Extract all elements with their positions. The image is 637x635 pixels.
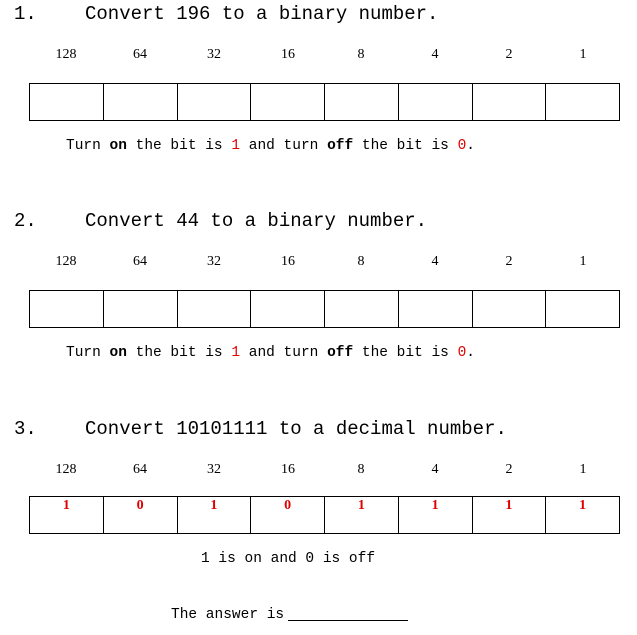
bit-cell[interactable]	[324, 291, 398, 327]
question-prompt: Convert 44 to a binary number.	[85, 210, 428, 232]
instruction-part: and turn	[240, 345, 328, 361]
place-value: 32	[207, 254, 221, 269]
place-value: 1	[579, 462, 587, 477]
bit-cell: 1	[472, 497, 546, 533]
instruction-part: the bit is	[126, 345, 232, 361]
bit-cell[interactable]	[103, 84, 177, 120]
place-value: 4	[431, 254, 439, 269]
place-value: 128	[55, 462, 77, 477]
place-value: 1	[579, 254, 587, 269]
place-value: 16	[281, 462, 295, 477]
instruction-zero: 0	[457, 138, 467, 154]
place-value: 2	[505, 47, 513, 62]
bit-cell[interactable]	[398, 291, 472, 327]
place-value: 128	[55, 254, 77, 269]
bit-cell[interactable]	[103, 291, 177, 327]
bit-cell[interactable]	[545, 84, 619, 120]
bit-cell[interactable]	[472, 84, 546, 120]
place-value: 64	[133, 254, 147, 269]
place-value: 4	[431, 47, 439, 62]
bit-cell: 1	[62, 498, 70, 513]
bit-boxes	[29, 496, 620, 534]
on-off-note: 1 is on and 0 is off	[201, 551, 376, 567]
bit-cell: 1	[177, 497, 251, 533]
instruction-on: on	[109, 345, 127, 361]
instruction-part: Turn	[66, 345, 110, 361]
place-value-row	[29, 47, 620, 65]
place-value: 64	[133, 47, 147, 62]
instruction-zero: 0	[457, 345, 467, 361]
place-value: 8	[357, 254, 365, 269]
bit-cell[interactable]	[324, 84, 398, 120]
place-value: 16	[281, 254, 295, 269]
question-number: 3.	[14, 418, 37, 440]
bit-cell: 0	[250, 497, 324, 533]
question-number: 1.	[14, 3, 37, 25]
place-value: 32	[207, 462, 221, 477]
bit-cell: 1	[398, 497, 472, 533]
question-title	[14, 210, 427, 232]
bit-cell: 1	[324, 497, 398, 533]
place-value: 8	[357, 47, 365, 62]
place-value: 1	[579, 47, 587, 62]
bit-cell[interactable]	[545, 291, 619, 327]
bit-cell[interactable]	[30, 84, 103, 120]
instruction-part: .	[466, 138, 475, 154]
instruction-on: on	[109, 138, 127, 154]
answer-blank[interactable]	[288, 606, 408, 621]
place-value: 128	[55, 47, 77, 62]
place-value: 64	[133, 462, 147, 477]
bit-boxes	[29, 83, 620, 121]
bit-cell[interactable]	[398, 84, 472, 120]
place-value-row	[29, 462, 620, 480]
bit-cell: 1	[545, 497, 619, 533]
place-value: 8	[357, 462, 365, 477]
question-number: 2.	[14, 210, 37, 232]
question-prompt: Convert 10101111 to a decimal number.	[85, 418, 507, 440]
instruction-text	[66, 345, 475, 361]
instruction-part: the bit is	[353, 138, 458, 154]
place-value: 32	[207, 47, 221, 62]
bit-cell[interactable]	[30, 291, 103, 327]
bit-cell[interactable]	[472, 291, 546, 327]
instruction-off: off	[327, 345, 354, 361]
question-title	[14, 3, 438, 25]
bit-cell[interactable]	[250, 84, 324, 120]
answer-label: The answer is	[171, 607, 285, 623]
bit-cell[interactable]	[250, 291, 324, 327]
bit-cell: 0	[103, 497, 177, 533]
instruction-part: .	[466, 345, 475, 361]
instruction-one: 1	[231, 138, 241, 154]
bit-cell[interactable]	[177, 291, 251, 327]
place-value: 4	[431, 462, 439, 477]
instruction-one: 1	[231, 345, 241, 361]
question-title	[14, 418, 507, 440]
place-value-row	[29, 254, 620, 272]
question-prompt: Convert 196 to a binary number.	[85, 3, 439, 25]
place-value: 2	[505, 254, 513, 269]
bit-cell[interactable]	[177, 84, 251, 120]
instruction-text	[66, 138, 475, 154]
instruction-part: and turn	[240, 138, 328, 154]
place-value: 2	[505, 462, 513, 477]
instruction-off: off	[327, 138, 354, 154]
instruction-part: the bit is	[126, 138, 232, 154]
instruction-part: Turn	[66, 138, 110, 154]
bit-boxes	[29, 290, 620, 328]
place-value: 16	[281, 47, 295, 62]
instruction-part: the bit is	[353, 345, 458, 361]
answer-line	[171, 606, 408, 623]
